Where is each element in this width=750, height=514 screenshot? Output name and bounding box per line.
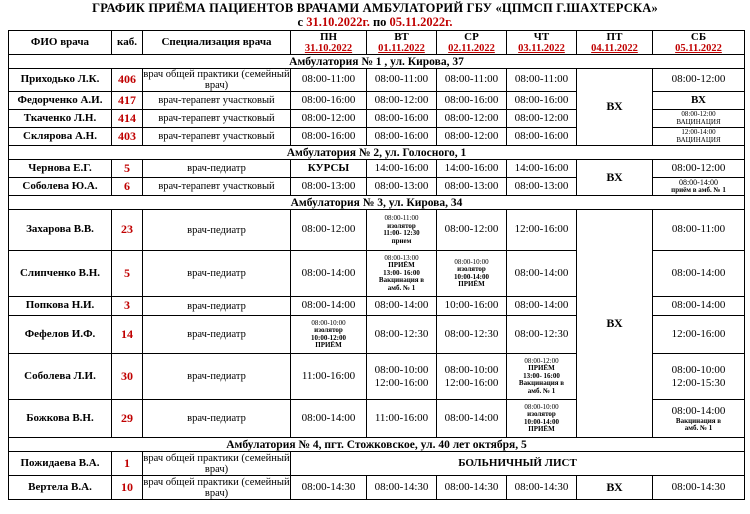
section-row: Амбулатория № 1 , ул. Кирова, 37 [9,55,745,69]
col-day-wed: СР 02.11.2022 [437,31,507,55]
col-day-sat: СБ 05.11.2022 [653,31,745,55]
header-row [9,31,745,55]
col-day-tue: ВТ 01.11.2022 [367,31,437,55]
col-spec: Специализация врача [143,31,291,55]
section-row: Амбулатория № 2, ул. Голосного, 1 [9,146,745,160]
table-row: Склярова А.Н. 403 врач-терапевт участковый 08:00-16:00 08:00-16:00 08:00-12:00 08:00-16:00 12:00-14:00 ВАЦИНАЦИЯ [9,128,745,146]
table-row: Вертела В.А. 10 врач общей практики (семейный врач) 08:00-14:30 08:00-14:30 08:00-14:30 08:00-14:30 ВХ 08:00-14:30 [9,476,745,500]
fri-off-cell: ВХ [577,160,653,196]
fri-off-cell: ВХ [577,69,653,146]
table-row: Фефелов И.Ф. 14 врач-педиатр 08:00-10:00 изолятор 10:00-12:00 ПРИЁМ 08:00-12:30 08:00-12:30 08:00-12:30 12:00-16:00 [9,316,745,354]
table-row: Попкова Н.И. 3 врач-педиатр 08:00-14:00 08:00-14:00 10:00-16:00 08:00-14:00 08:00-14:00 [9,297,745,316]
table-row: Пожидаева В.А. 1 врач общей практики (семейный врач) БОЛЬНИЧНЫЙ ЛИСТ [9,452,745,476]
table-row: Слипченко В.Н. 5 врач-педиатр 08:00-14:00 08:00-13:00 ПРИЁМ 13:00- 16:00 Вакцинация в амб. № 1 08:00-10:00 изолятор 10:00-14:00 ПРИЁМ 08:00-14:00 08:00-14:00 [9,251,745,297]
col-fio: ФИО врача [9,31,112,55]
table-row: Ткаченко Л.Н. 414 врач-терапевт участковый 08:00-12:00 08:00-16:00 08:00-12:00 08:00-12:00 08:00-12:00 ВАЦИНАЦИЯ [9,110,745,128]
fri-off-cell: ВХ [577,210,653,438]
table-row: Приходько Л.К. 406 врач общей практики (семейный врач) 08:00-11:00 08:00-11:00 08:00-11:00 08:00-11:00 ВХ 08:00-12:00 [9,69,745,92]
period-from: 31.10.2022г. [306,15,370,29]
table-row: Соболева Ю.А. 6 врач-терапевт участковый 08:00-13:00 08:00-13:00 08:00-13:00 08:00-13:00 08:00-14:00 приём в амб. № 1 [9,178,745,196]
schedule-table [8,30,745,500]
period-line [0,15,750,29]
table-row: Соболева Л.И. 30 врач-педиатр 11:00-16:00 08:00-10:00 12:00-16:00 08:00-10:00 12:00-16:00 08:00-12:00 ПРИЁМ 13:00- 16:00 Вакцинация в амб. № 1 08:00-10:00 12:00-15:30 [9,354,745,400]
col-day-fri: ПТ 04.11.2022 [577,31,653,55]
sick-leave-cell: БОЛЬНИЧНЫЙ ЛИСТ [291,452,745,476]
col-day-thu: ЧТ 03.11.2022 [507,31,577,55]
period-from-prefix: с [297,15,304,29]
table-row: Федорченко А.И. 417 врач-терапевт участковый 08:00-16:00 08:00-12:00 08:00-16:00 08:00-16:00 ВХ [9,92,745,110]
table-row: Божкова В.Н. 29 врач-педиатр 08:00-14:00 11:00-16:00 08:00-14:00 08:00-10:00 изолятор 10:00-14:00 ПРИЁМ 08:00-14:00 Вакцинация в амб. № 1 [9,400,745,438]
period-to-prefix: по [372,15,387,29]
period-to: 05.11.2022г. [389,15,453,29]
col-day-mon: ПН 31.10.2022 [291,31,367,55]
col-cab: каб. [112,31,143,55]
page-title: ГРАФИК ПРИЁМА ПАЦИЕНТОВ ВРАЧАМИ АМБУЛАТОРИЙ ГБУ «ЦПМСП Г.ШАХТЕРСКА» [92,1,658,15]
section-row: Амбулатория № 4, пгт. Стожковское, ул. 40 лет октября, 5 [9,438,745,452]
section-row: Амбулатория № 3, ул. Кирова, 34 [9,196,745,210]
table-row: Чернова Е.Г. 5 врач-педиатр КУРСЫ 14:00-16:00 14:00-16:00 14:00-16:00 ВХ 08:00-12:00 [9,160,745,178]
table-row: Захарова В.В. 23 врач-педиатр 08:00-12:00 08:00-11:00 изолятор 11:00- 12:30 прием 08:00-12:00 12:00-16:00 ВХ 08:00-11:00 [9,210,745,251]
